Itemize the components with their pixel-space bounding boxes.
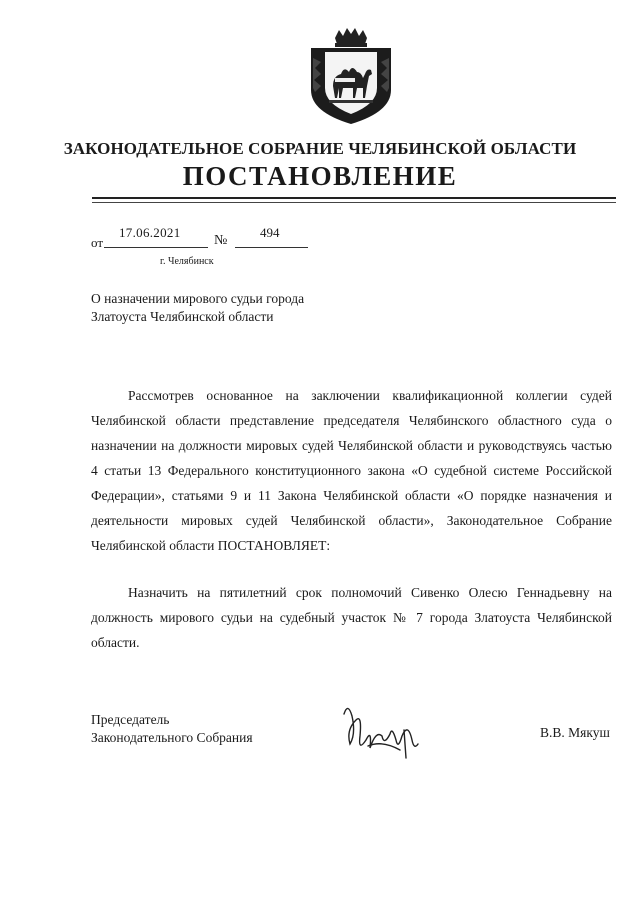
signatory-name: В.В. Мякуш — [540, 725, 610, 740]
signatory-title — [91, 711, 253, 747]
signatory-title-line-1: Председатель — [91, 712, 170, 727]
city-label: г. Челябинск — [160, 256, 214, 267]
document-number: 494 — [260, 225, 280, 240]
date-prefix: от — [91, 235, 104, 250]
number-prefix: № — [214, 233, 228, 248]
document-subject: О назначении мирового судьи города Златоуста Челябинской области — [91, 291, 305, 324]
header-divider-thin — [92, 202, 616, 203]
date-underline — [104, 247, 208, 248]
number-underline — [235, 247, 308, 248]
handwritten-signature-icon — [338, 700, 424, 762]
document-date: 17.06.2021 — [119, 225, 181, 240]
organization-title: ЗАКОНОДАТЕЛЬНОЕ СОБРАНИЕ ЧЕЛЯБИНСКОЙ ОБЛАСТИ — [63, 139, 577, 158]
document-type-title: ПОСТАНОВЛЕНИЕ — [182, 161, 458, 191]
body-paragraph-1: Рассмотрев основанное на заключении квалификационной коллегии судей Челябинской области представление председателя Челябинского областного суда о назначении на должности мировых судей Челябинской области и руководствуясь частью 4 статьи 13 Федерального конституционного закона «О судебной системе Российской Федерации», статьями 9 и 11 Закона Челябинской области «О порядке назначения и деятельности мировых судей Челябинской области», Законодательное Собрание Челябинской области ПОСТАНОВЛЯЕТ: — [91, 388, 612, 553]
body-paragraph-2: Назначить на пятилетний срок полномочий Сивенко Олесю Геннадьевну на должность мирового судьи на судебный участок № 7 города Златоуста Челябинской области. — [91, 585, 612, 650]
signatory-title-line-2: Законодательного Собрания — [91, 730, 253, 745]
header-divider-thick — [92, 197, 616, 199]
coat-of-arms-icon — [299, 28, 403, 126]
